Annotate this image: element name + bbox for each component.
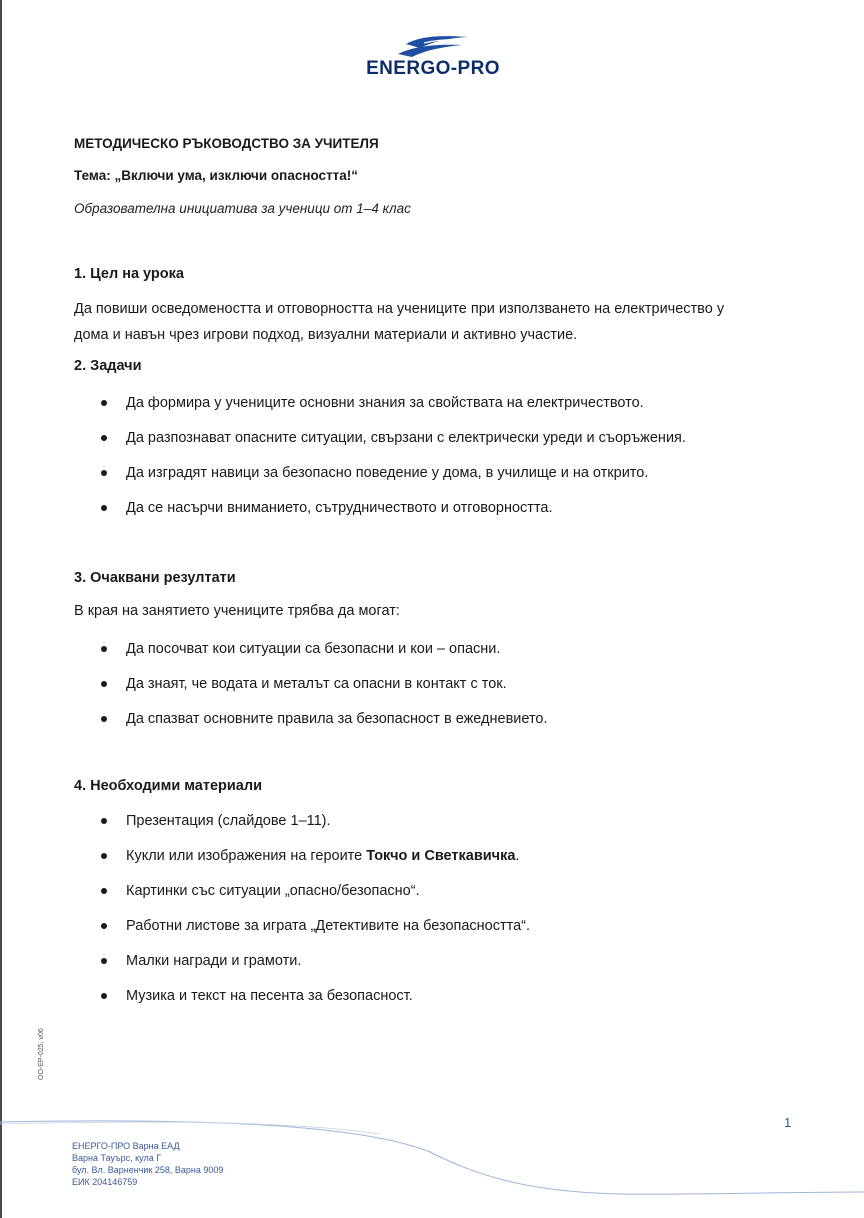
list-item: Работни листове за играта „Детективите на безопасността“. (74, 917, 530, 952)
bullet-icon (101, 716, 107, 722)
heroes-names: Токчо и Светкавичка (366, 848, 516, 864)
results-heading: 3. Очаквани резултати (74, 570, 236, 586)
list-item: Да посочват кои ситуации са безопасни и кои – опасни. (74, 640, 548, 675)
list-item: Да изградят навици за безопасно поведение у дома, в училище и на открито. (74, 464, 686, 499)
document-subtitle: Образователна инициатива за ученици от 1–4 клас (74, 201, 411, 216)
bullet-icon (101, 646, 107, 652)
document-topic: Тема: „Включи ума, изключи опасността!“ (74, 168, 359, 183)
list-item: Картинки със ситуации „опасно/безопасно“. (74, 882, 530, 917)
goal-paragraph (74, 296, 804, 348)
logo-wordmark: ENERGO-PRO (366, 58, 500, 79)
materials-heading: 4. Необходими материали (74, 778, 262, 794)
bullet-icon (101, 435, 107, 441)
list-item: Да се насърчи вниманието, сътрудничеството и отговорността. (74, 499, 686, 534)
list-item: Малки награди и грамоти. (74, 952, 530, 987)
materials-list (74, 812, 530, 1022)
list-item: Да спазват основните правила за безопасност в ежедневието. (74, 710, 548, 745)
list-item: Да знаят, че водата и металът са опасни в контакт с ток. (74, 675, 548, 710)
document-code: ОО-ЕР-025, v06 (38, 1028, 45, 1080)
bullet-icon (101, 818, 107, 824)
goal-text-line1: Да повиши осведомеността и отговорността на учениците при използването на електричество у (74, 301, 725, 317)
results-list (74, 640, 548, 745)
bullet-icon (101, 853, 107, 859)
logo-wave-icon (396, 34, 470, 58)
bullet-icon (101, 923, 107, 929)
footer-building: Варна Тауърс, кула Г (72, 1153, 162, 1163)
bullet-icon (101, 470, 107, 476)
tasks-heading: 2. Задачи (74, 358, 142, 374)
page-left-edge (0, 0, 2, 1218)
bullet-icon (101, 888, 107, 894)
bullet-icon (101, 400, 107, 406)
list-item: Презентация (слайдове 1–11). (74, 812, 530, 847)
footer-street: бул. Вл. Варненчик 258, Варна 9009 (72, 1165, 224, 1175)
bullet-icon (101, 681, 107, 687)
footer-address (72, 1140, 223, 1188)
bullet-icon (101, 993, 107, 999)
document-title: МЕТОДИЧЕСКО РЪКОВОДСТВО ЗА УЧИТЕЛЯ (74, 136, 379, 151)
bullet-icon (101, 505, 107, 511)
results-intro: В края на занятието учениците трябва да могат: (74, 603, 400, 619)
list-item: Да разпознават опасните ситуации, свързани с електрически уреди и съоръжения. (74, 429, 686, 464)
footer-eik: ЕИК 204146759 (72, 1177, 138, 1187)
footer-company: ЕНЕРГО-ПРО Варна ЕАД (72, 1141, 180, 1151)
goal-heading: 1. Цел на урока (74, 266, 184, 282)
goal-text-line2: дома и навън чрез игрови подход, визуални материали и активно участие. (74, 327, 578, 343)
page-number: 1 (784, 1115, 792, 1130)
energo-pro-logo (338, 34, 528, 82)
list-item: Музика и текст на песента за безопасност. (74, 987, 530, 1022)
list-item: Да формира у учениците основни знания за свойствата на електричеството. (74, 394, 686, 429)
tasks-list (74, 394, 686, 534)
bullet-icon (101, 958, 107, 964)
list-item: Кукли или изображения на героите Токчо и Светкавичка. (74, 847, 530, 882)
